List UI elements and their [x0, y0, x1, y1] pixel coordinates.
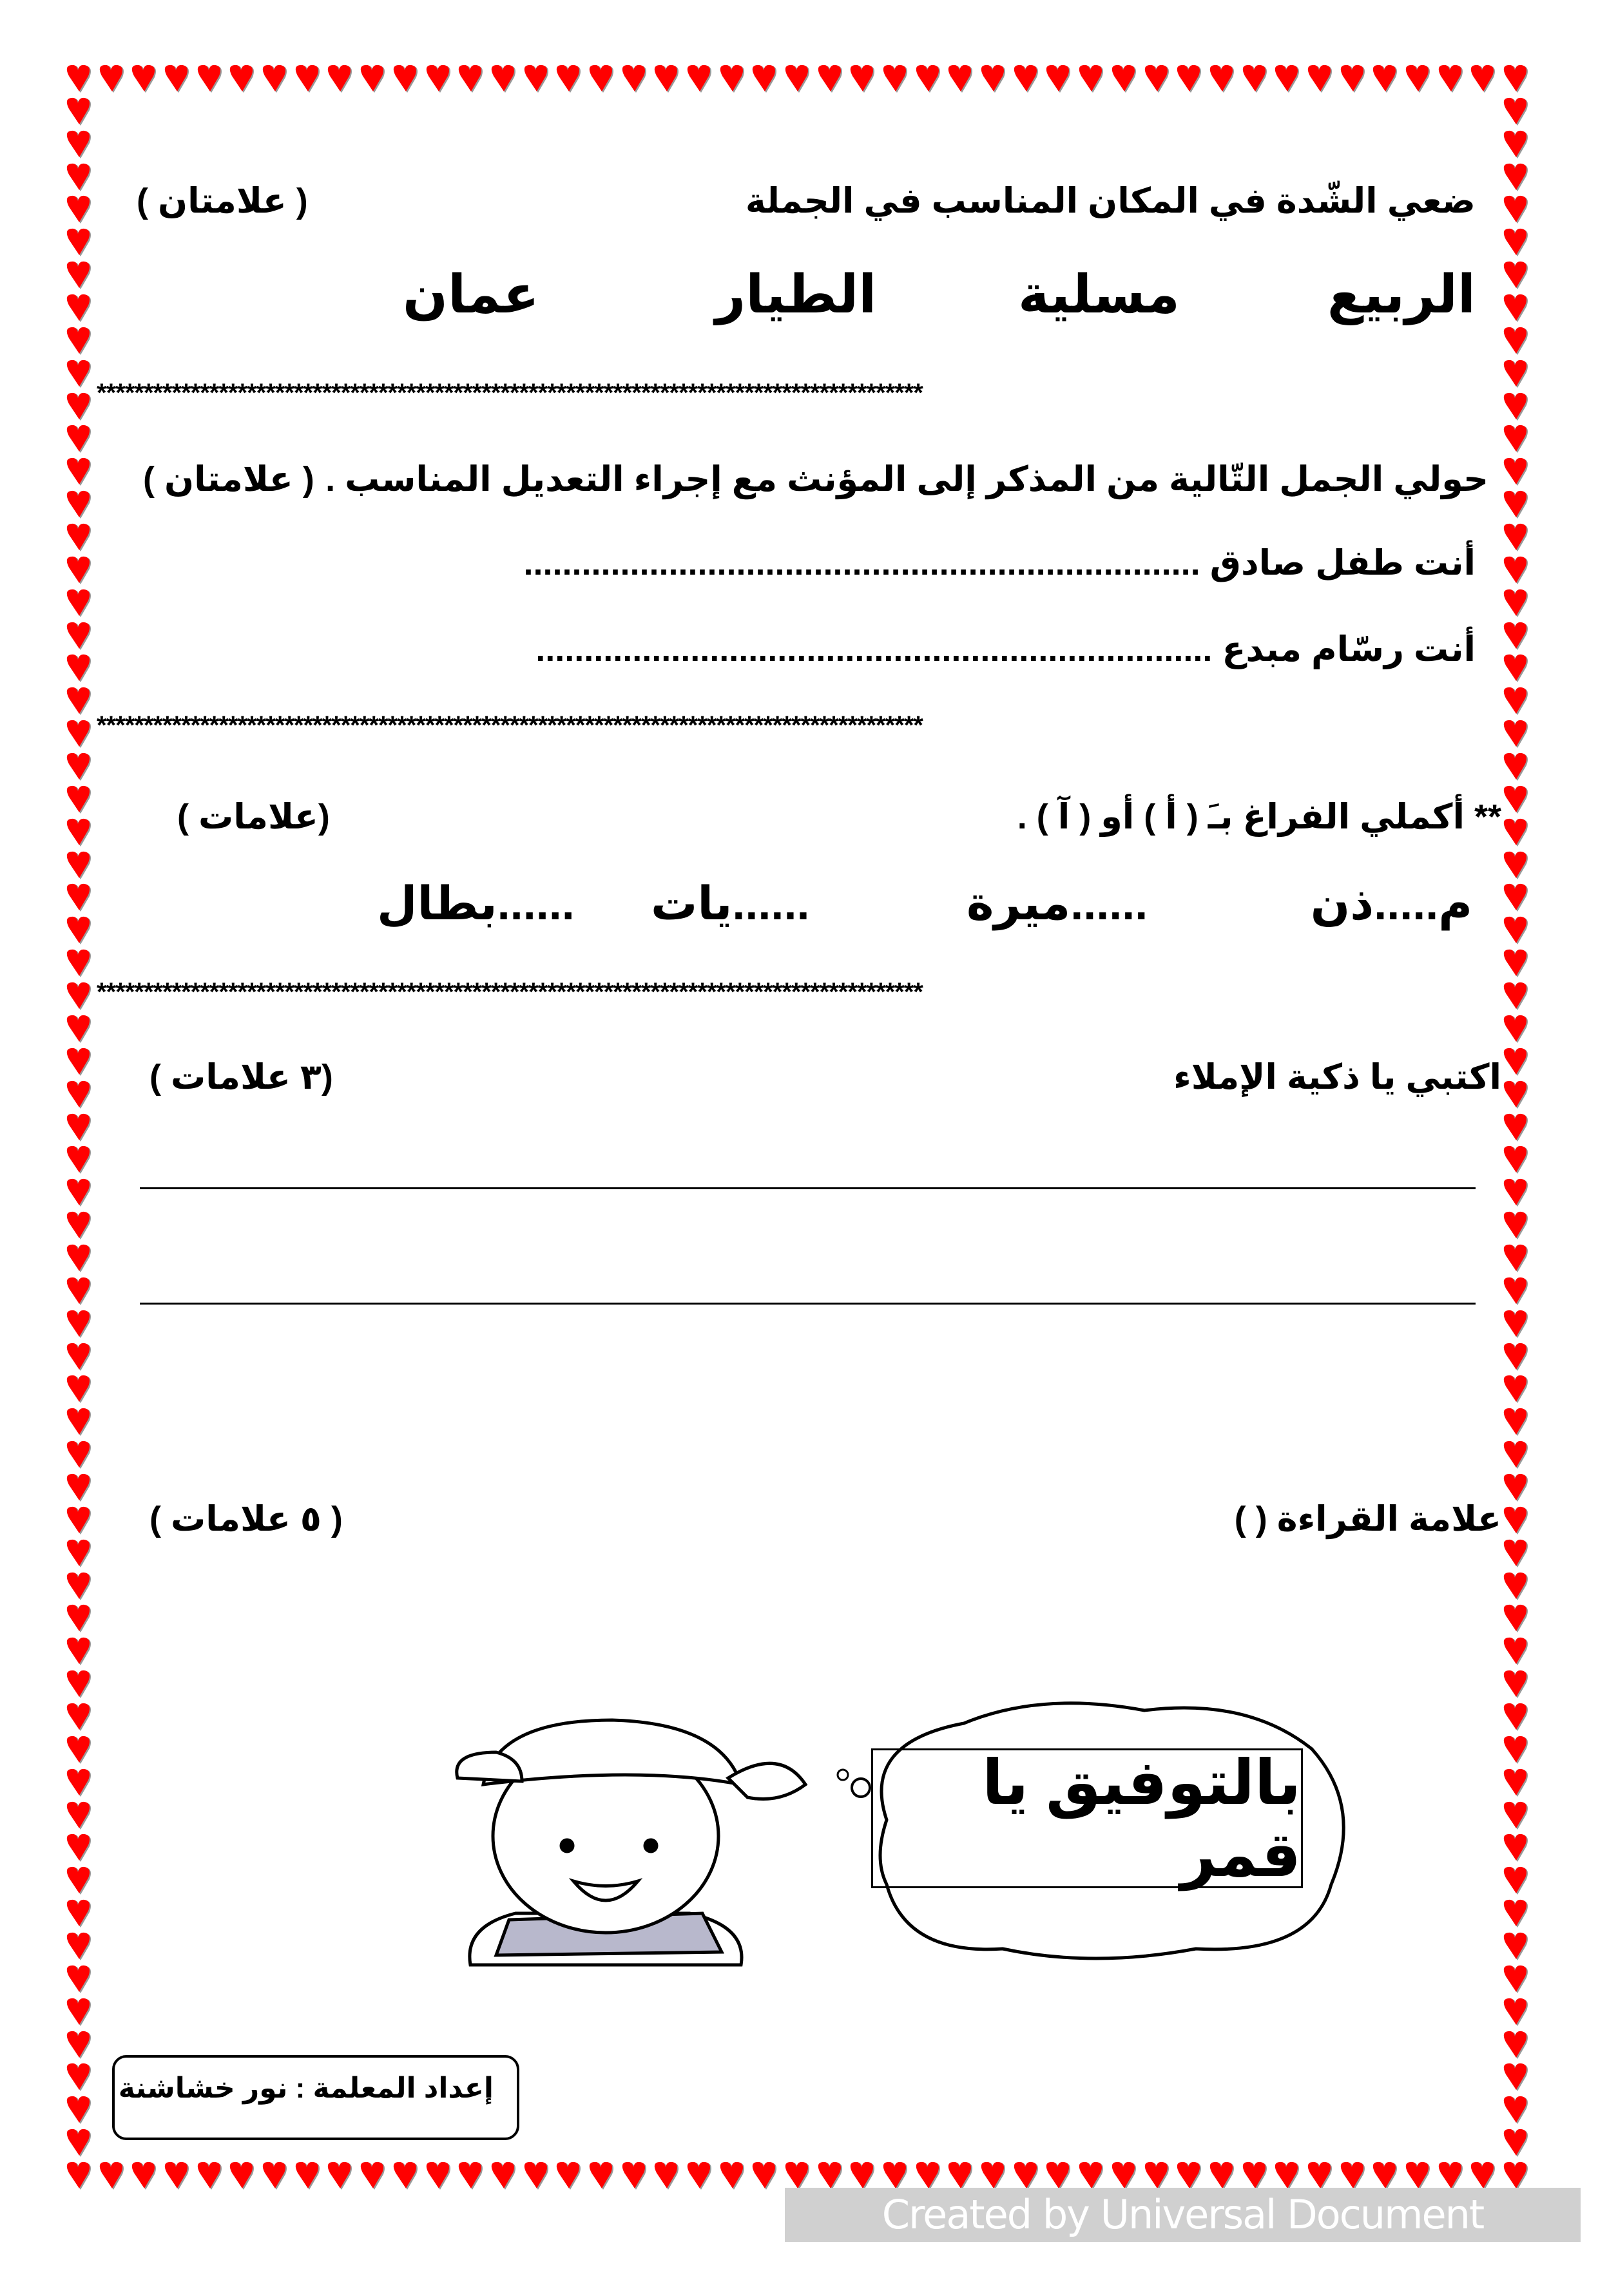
- heart-icon: [850, 2161, 876, 2191]
- heart-icon: [99, 2161, 125, 2191]
- heart-icon: [1014, 2161, 1039, 2191]
- heart-icon: [1209, 64, 1235, 94]
- heart-icon: [99, 64, 125, 94]
- heart-icon: [1372, 64, 1398, 94]
- q1-word: الربيع: [1327, 265, 1476, 324]
- heart-icon: [66, 1015, 92, 1044]
- heart-icon: [164, 2161, 190, 2191]
- heart-icon: [66, 589, 92, 618]
- bubble-message-box: [871, 1748, 1303, 1888]
- heart-icon: [66, 1801, 92, 1831]
- heart-icon: [66, 1637, 92, 1667]
- heart-icon: [1275, 2161, 1300, 2191]
- heart-icon: [66, 392, 92, 422]
- heart-icon: [1242, 64, 1268, 94]
- heart-icon: [1405, 2161, 1431, 2191]
- heart-icon: [1503, 1310, 1529, 1339]
- heart-icon: [491, 64, 517, 94]
- heart-icon: [1503, 949, 1529, 979]
- heart-icon: [883, 2161, 909, 2191]
- heart-icon: [1503, 2096, 1529, 2125]
- heart-icon: [66, 1375, 92, 1404]
- heart-icon: [66, 1899, 92, 1929]
- heart-icon: [197, 2161, 223, 2191]
- heart-icon: [327, 64, 353, 94]
- heart-icon: [66, 949, 92, 979]
- heart-icon: [66, 720, 92, 749]
- heart-icon: [66, 1866, 92, 1896]
- heart-icon: [1503, 1604, 1529, 1634]
- heart-icon: [66, 818, 92, 848]
- heart-icon: [66, 1310, 92, 1339]
- heart-icon: [1372, 2161, 1398, 2191]
- heart-icon: [1503, 457, 1529, 487]
- heart-icon: [1470, 2161, 1496, 2191]
- heart-icon: [720, 64, 746, 94]
- heart-icon: [1503, 1572, 1529, 1602]
- heart-icon: [66, 359, 92, 389]
- q1-word: عمان: [403, 265, 539, 324]
- heart-icon: [66, 1244, 92, 1274]
- heart-icon: [491, 2161, 517, 2191]
- writing-line: [140, 1187, 1476, 1189]
- heart-icon: [66, 622, 92, 651]
- heart-icon: [687, 64, 713, 94]
- heart-icon: [1503, 1473, 1529, 1503]
- q3-word: ......يات: [651, 878, 810, 930]
- heart-icon: [1503, 1866, 1529, 1896]
- heart-icon: [1503, 1178, 1529, 1208]
- heart-icon: [131, 2161, 157, 2191]
- heart-icon: [393, 2161, 419, 2191]
- heart-icon: [622, 2161, 648, 2191]
- heart-icon: [1112, 64, 1137, 94]
- heart-icon: [1503, 261, 1529, 291]
- heart-icon: [1503, 130, 1529, 160]
- q1-marks: ( علامتان ): [137, 182, 308, 220]
- heart-icon: [1503, 1145, 1529, 1175]
- heart-icon: [164, 64, 190, 94]
- heart-icon: [752, 2161, 778, 2191]
- heart-icon: [66, 1670, 92, 1699]
- heart-icon: [1470, 64, 1496, 94]
- heart-icon: [1503, 1637, 1529, 1667]
- heart-icon: [66, 130, 92, 160]
- heart-icon: [1503, 1343, 1529, 1372]
- q3-marks: (علامات ): [177, 798, 330, 836]
- heart-icon: [883, 64, 909, 94]
- heart-icon: [1503, 654, 1529, 684]
- heart-icon: [66, 163, 92, 193]
- heart-icon: [66, 1440, 92, 1470]
- heart-icon: [66, 851, 92, 881]
- heart-icon: [1503, 523, 1529, 553]
- heart-icon: [66, 425, 92, 454]
- heart-icon: [1503, 425, 1529, 454]
- heart-icon: [916, 2161, 941, 2191]
- heart-icon: [1438, 2161, 1464, 2191]
- heart-icon: [981, 64, 1006, 94]
- heart-icon: [1503, 392, 1529, 422]
- q2-marks: ( علامتان ): [143, 460, 314, 499]
- heart-icon: [1503, 1998, 1529, 2027]
- heart-icon: [1503, 1375, 1529, 1404]
- heart-icon: [1503, 1833, 1529, 1863]
- heart-icon: [1503, 2161, 1529, 2191]
- heart-icon: [66, 64, 92, 94]
- heart-icon: [1503, 720, 1529, 749]
- heart-icon: [66, 261, 92, 291]
- heart-icon: [1503, 1768, 1529, 1798]
- heart-icon: [1503, 228, 1529, 258]
- heart-icon: [1503, 1506, 1529, 1536]
- heart-icon: [295, 2161, 321, 2191]
- heart-icon: [360, 2161, 386, 2191]
- heart-icon: [1503, 851, 1529, 881]
- heart-icon: [66, 982, 92, 1011]
- q3-word: ......ميرة: [967, 878, 1148, 930]
- heart-icon: [589, 2161, 615, 2191]
- heart-icon: [66, 2161, 92, 2191]
- heart-icon: [752, 64, 778, 94]
- heart-icon: [262, 2161, 288, 2191]
- heart-icon: [66, 883, 92, 913]
- heart-icon: [66, 1343, 92, 1372]
- heart-icon: [66, 556, 92, 586]
- heart-icon: [66, 1703, 92, 1732]
- watermark: Created by Universal Document Converter: [785, 2188, 1581, 2242]
- heart-icon: [66, 1080, 92, 1110]
- heart-icon: [66, 654, 92, 684]
- heart-icon: [1503, 556, 1529, 586]
- heart-icon: [948, 64, 974, 94]
- q4-marks: (٣ علامات ): [149, 1058, 333, 1096]
- heart-icon: [720, 2161, 746, 2191]
- heart-icon: [262, 64, 288, 94]
- heart-icon: [1503, 1211, 1529, 1241]
- heart-icon: [1503, 1277, 1529, 1306]
- q1-word: مسلية: [1018, 265, 1180, 324]
- heart-icon: [687, 2161, 713, 2191]
- heart-icon: [1144, 64, 1170, 94]
- heart-icon: [1503, 163, 1529, 193]
- heart-icon: [66, 1736, 92, 1765]
- kid-cartoon-illustration: [445, 1707, 818, 1978]
- heart-icon: [66, 1932, 92, 1962]
- heart-icon: [66, 1998, 92, 2027]
- heart-icon: [1177, 64, 1202, 94]
- heart-icon: [1503, 1015, 1529, 1044]
- heart-icon: [295, 64, 321, 94]
- heart-icon: [197, 64, 223, 94]
- heart-icon: [426, 64, 452, 94]
- teacher-credit-box: [112, 2055, 519, 2140]
- heart-icon: [1242, 2161, 1268, 2191]
- heart-icon: [66, 1473, 92, 1503]
- heart-icon: [1503, 1244, 1529, 1274]
- heart-icon: [66, 457, 92, 487]
- writing-line: [140, 1303, 1476, 1305]
- reading-label: علامة القراءة ( ): [1234, 1500, 1501, 1538]
- heart-icon: [66, 1408, 92, 1437]
- heart-icon: [1307, 2161, 1333, 2191]
- heart-icon: [1503, 1932, 1529, 1962]
- heart-icon: [458, 2161, 484, 2191]
- heart-icon: [66, 2031, 92, 2060]
- heart-icon: [1079, 64, 1104, 94]
- heart-icon: [1503, 1113, 1529, 1143]
- q3-title: ** أكملي الفراغ بـَ ( أ ) أو ( آ ) .: [1017, 798, 1501, 836]
- heart-icon: [66, 752, 92, 782]
- heart-icon: [229, 64, 255, 94]
- heart-icon: [1503, 2129, 1529, 2158]
- heart-icon: [393, 64, 419, 94]
- heart-icon: [1503, 1670, 1529, 1699]
- heart-icon: [66, 916, 92, 946]
- heart-icon: [785, 2161, 811, 2191]
- heart-icon: [66, 1145, 92, 1175]
- heart-icon: [1503, 1048, 1529, 1077]
- heart-icon: [66, 327, 92, 356]
- heart-icon: [66, 785, 92, 815]
- q3-word: ......بطال: [377, 878, 575, 930]
- q1-title: ضعي الشّدة في المكان المناسب في الجملة: [745, 182, 1476, 220]
- heart-icon: [426, 2161, 452, 2191]
- heart-icon: [1046, 64, 1072, 94]
- heart-icon: [66, 687, 92, 716]
- heart-icon: [66, 1539, 92, 1569]
- heart-icon: [524, 64, 550, 94]
- heart-icon: [1503, 1899, 1529, 1929]
- heart-icon: [66, 228, 92, 258]
- heart-icon: [654, 64, 680, 94]
- heart-icon: [1503, 883, 1529, 913]
- heart-icon: [66, 1506, 92, 1536]
- heart-icon: [1079, 2161, 1104, 2191]
- q2-sentence: أنت رسّام مبدع ......................................................................: [535, 630, 1476, 669]
- heart-icon: [66, 2129, 92, 2158]
- heart-icon: [66, 2096, 92, 2125]
- heart-icon: [1503, 589, 1529, 618]
- heart-icon: [458, 64, 484, 94]
- separator: ****************************************************************************************: [97, 380, 923, 406]
- heart-icon: [1046, 2161, 1072, 2191]
- heart-icon: [1503, 1965, 1529, 1995]
- heart-icon: [66, 1211, 92, 1241]
- heart-icon: [360, 64, 386, 94]
- heart-icon: [66, 195, 92, 225]
- heart-icon: [1144, 2161, 1170, 2191]
- heart-icon: [1340, 64, 1366, 94]
- heart-icon: [1503, 1539, 1529, 1569]
- q4-title: اكتبي يا ذكية الإملاء: [1173, 1058, 1501, 1096]
- heart-icon: [1503, 327, 1529, 356]
- heart-icon: [1503, 1440, 1529, 1470]
- heart-icon: [66, 1277, 92, 1306]
- heart-icon: [1177, 2161, 1202, 2191]
- heart-icon: [589, 64, 615, 94]
- heart-icon: [66, 97, 92, 127]
- q1-word: الطيار: [715, 265, 877, 324]
- heart-icon: [916, 64, 941, 94]
- heart-icon: [66, 294, 92, 323]
- heart-icon: [1112, 2161, 1137, 2191]
- heart-icon: [1503, 195, 1529, 225]
- heart-icon: [556, 2161, 582, 2191]
- heart-icon: [1503, 1080, 1529, 1110]
- heart-icon: [327, 2161, 353, 2191]
- heart-icon: [818, 64, 843, 94]
- heart-icon: [1503, 97, 1529, 127]
- heart-icon: [1503, 1736, 1529, 1765]
- heart-icon: [1503, 982, 1529, 1011]
- heart-icon: [524, 2161, 550, 2191]
- heart-icon: [1503, 490, 1529, 520]
- heart-icon: [850, 64, 876, 94]
- q2-title: حولي الجمل التّالية من المذكر إلى المؤنث مع إجراء التعديل المناسب .: [325, 460, 1488, 499]
- heart-icon: [1503, 1703, 1529, 1732]
- heart-icon: [1340, 2161, 1366, 2191]
- q2-sentence: أنت طفل صادق ......................................................................: [523, 544, 1476, 582]
- heart-icon: [1503, 64, 1529, 94]
- heart-icon: [981, 2161, 1006, 2191]
- q3-word: م.....ذن: [1310, 878, 1472, 930]
- heart-icon: [66, 490, 92, 520]
- heart-icon: [1209, 2161, 1235, 2191]
- separator: ****************************************************************************************: [97, 979, 923, 1005]
- teacher-credit: إعداد المعلمة : نور خشاشنة: [118, 2072, 494, 2104]
- heart-icon: [66, 1048, 92, 1077]
- separator: ****************************************************************************************: [97, 713, 923, 738]
- heart-icon: [1503, 294, 1529, 323]
- heart-icon: [1503, 785, 1529, 815]
- bubble-text: بالتوفيق يا قمر: [982, 1748, 1301, 1889]
- heart-icon: [66, 1833, 92, 1863]
- heart-icon: [785, 64, 811, 94]
- heart-icon: [1503, 2031, 1529, 2060]
- heart-icon: [1275, 64, 1300, 94]
- heart-icon: [1503, 818, 1529, 848]
- heart-icon: [1503, 687, 1529, 716]
- heart-icon: [229, 2161, 255, 2191]
- heart-icon: [66, 1604, 92, 1634]
- heart-icon: [818, 2161, 843, 2191]
- heart-icon: [131, 64, 157, 94]
- heart-icon: [556, 64, 582, 94]
- heart-icon: [66, 1965, 92, 1995]
- heart-icon: [622, 64, 648, 94]
- heart-icon: [66, 1178, 92, 1208]
- heart-icon: [66, 523, 92, 553]
- heart-icon: [1503, 1801, 1529, 1831]
- heart-icon: [1503, 1408, 1529, 1437]
- heart-icon: [66, 1572, 92, 1602]
- heart-icon: [1503, 752, 1529, 782]
- heart-icon: [1503, 359, 1529, 389]
- heart-icon: [66, 1768, 92, 1798]
- heart-icon: [654, 2161, 680, 2191]
- heart-icon: [1307, 64, 1333, 94]
- heart-icon: [1438, 64, 1464, 94]
- heart-icon: [1503, 916, 1529, 946]
- heart-icon: [948, 2161, 974, 2191]
- heart-icon: [66, 2063, 92, 2092]
- heart-icon: [1014, 64, 1039, 94]
- heart-icon: [1503, 622, 1529, 651]
- heart-icon: [1503, 2063, 1529, 2092]
- reading-marks: ( ٥ علامات ): [149, 1500, 343, 1538]
- heart-icon: [66, 1113, 92, 1143]
- heart-icon: [1405, 64, 1431, 94]
